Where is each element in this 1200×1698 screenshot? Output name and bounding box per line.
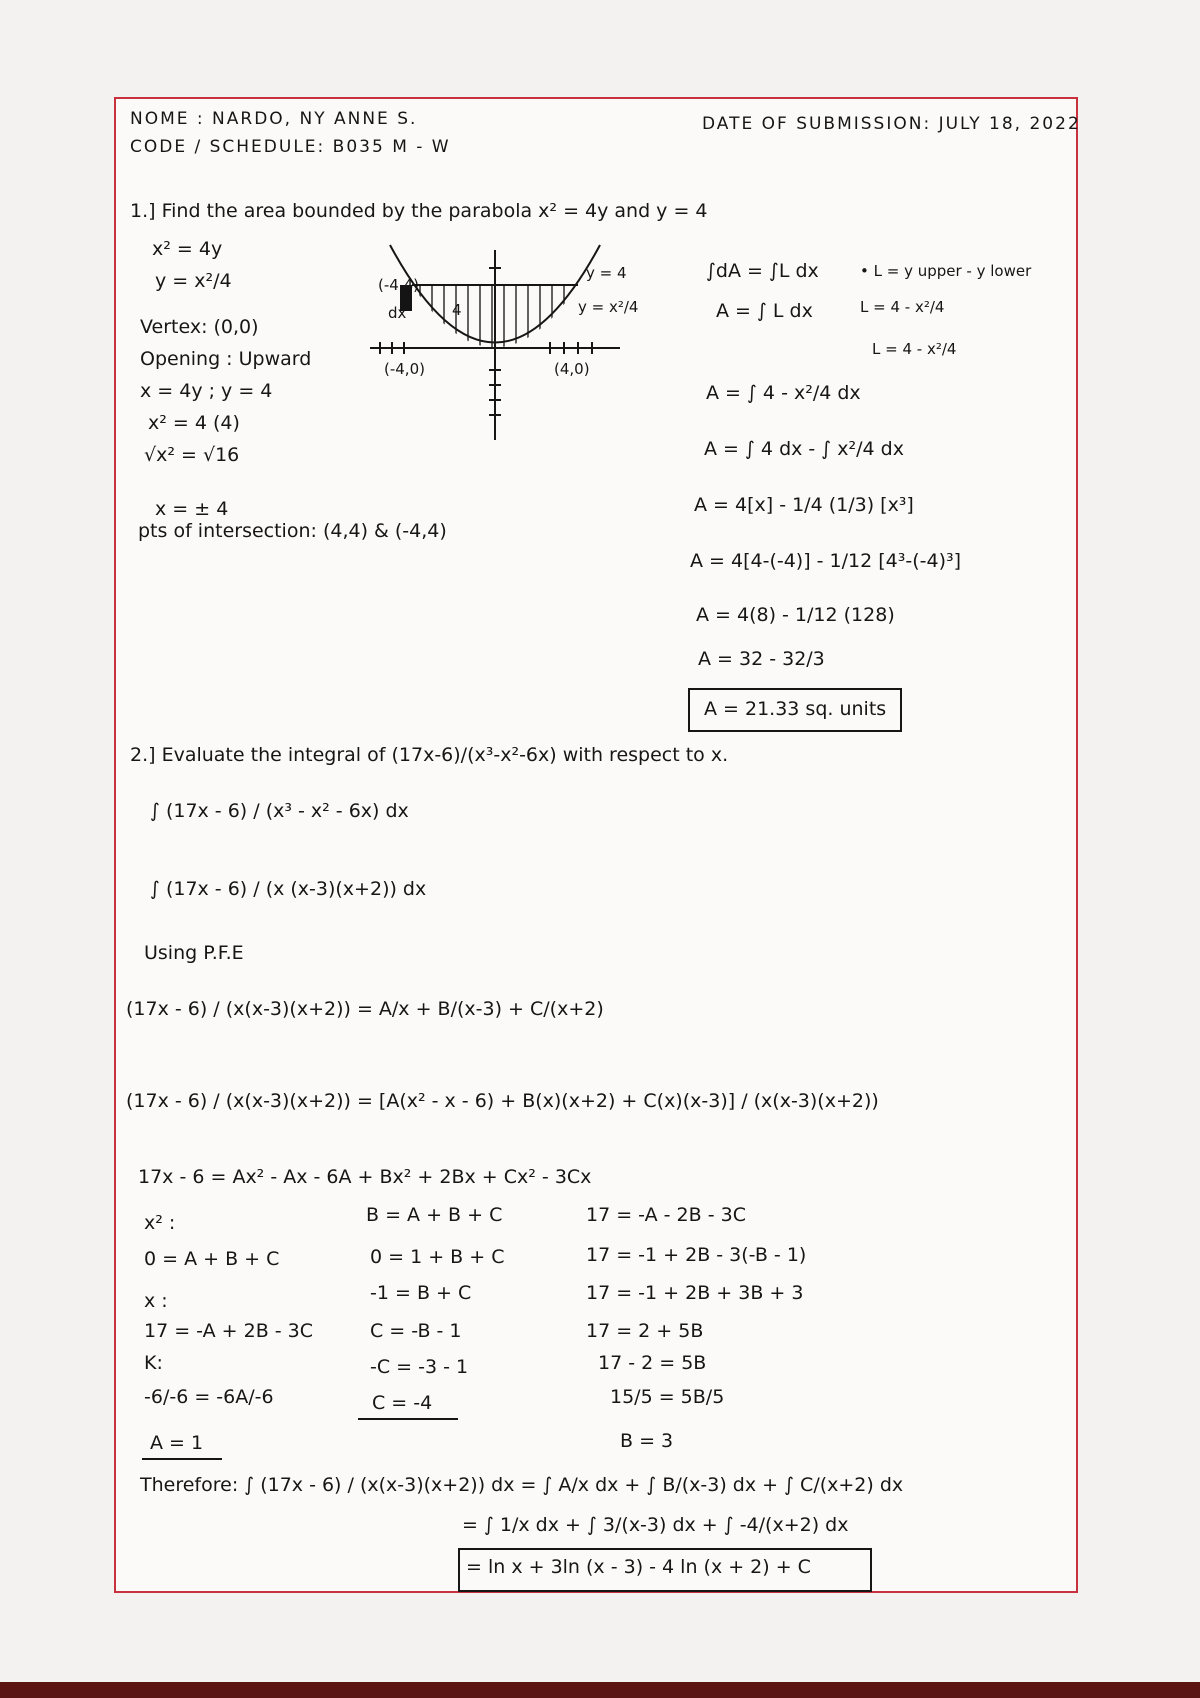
work-line: ∫dA = ∫L dx xyxy=(706,260,819,282)
coef-line: 17 = -1 + 2B - 3(-B - 1) xyxy=(586,1244,807,1266)
coef-line: 15/5 = 5B/5 xyxy=(610,1386,725,1408)
coef-line: 17 = -1 + 2B + 3B + 3 xyxy=(586,1282,804,1304)
work-line: A = 4[4-(-4)] - 1/12 [4³-(-4)³] xyxy=(690,550,962,572)
underline xyxy=(142,1458,222,1460)
work-line: A = 4(8) - 1/12 (128) xyxy=(696,604,895,626)
work-line: A = 32 - 32/3 xyxy=(698,648,825,670)
problem-2-prompt: 2.] Evaluate the integral of (17x-6)/(x³-x²-6x) with respect to x. xyxy=(130,744,729,766)
desk-edge xyxy=(0,1682,1200,1698)
coef-line: -6/-6 = -6A/-6 xyxy=(144,1386,274,1408)
submission-date: DATE OF SUBMISSION: JULY 18, 2022 xyxy=(702,114,1081,134)
coef-result-c: C = -4 xyxy=(372,1392,433,1414)
therefore-line: Therefore: ∫ (17x - 6) / (x(x-3)(x+2)) dx = ∫ A/x dx + ∫ B/(x-3) dx + ∫ C/(x+2) dx xyxy=(140,1474,904,1496)
graph-label: dx xyxy=(388,304,407,322)
coef-line: -1 = B + C xyxy=(370,1282,472,1304)
substitution-line: = ∫ 1/x dx + ∫ 3/(x-3) dx + ∫ -4/(x+2) dx xyxy=(462,1514,849,1536)
expansion: 17x - 6 = Ax² - Ax - 6A + Bx² + 2Bx + Cx² - 3Cx xyxy=(138,1166,592,1188)
student-name: NOME : NARDO, NY ANNE S. xyxy=(130,109,418,129)
coef-line: 17 = -A - 2B - 3C xyxy=(586,1204,746,1226)
note-line: L = 4 - x²/4 xyxy=(860,298,945,316)
answer-1: A = 21.33 sq. units xyxy=(704,698,887,720)
coef-line: x : xyxy=(144,1290,168,1312)
work-line: A = ∫ 4 dx - ∫ x²/4 dx xyxy=(704,438,904,460)
work-line: x = 4y ; y = 4 xyxy=(140,380,273,402)
work-line: A = 4[x] - 1/4 (1/3) [x³] xyxy=(694,494,914,516)
work-line: A = ∫ L dx xyxy=(716,300,813,322)
underline xyxy=(358,1418,458,1420)
pfe-equation: (17x - 6) / (x(x-3)(x+2)) = [A(x² - x - 6) + B(x)(x+2) + C(x)(x-3)] / (x(x-3)(x+2)) xyxy=(126,1090,879,1112)
coef-line: 17 = 2 + 5B xyxy=(586,1320,704,1342)
class-code: CODE / SCHEDULE: B035 M - W xyxy=(130,137,451,157)
coef-line: -C = -3 - 1 xyxy=(370,1356,469,1378)
using-pfe: Using P.F.E xyxy=(144,942,244,964)
coef-line: C = -B - 1 xyxy=(370,1320,462,1342)
coef-line: 17 = -A + 2B - 3C xyxy=(144,1320,314,1342)
integral-1: ∫ (17x - 6) / (x³ - x² - 6x) dx xyxy=(150,800,409,822)
coef-result-a: A = 1 xyxy=(150,1432,204,1454)
coef-line: 0 = A + B + C xyxy=(144,1248,280,1270)
graph-label: (-4,4) xyxy=(378,276,419,294)
integral-2: ∫ (17x - 6) / (x (x-3)(x+2)) dx xyxy=(150,878,427,900)
curve-label-parabola: y = x²/4 xyxy=(578,298,639,316)
work-line: x² = 4y xyxy=(152,238,223,260)
coef-line: K: xyxy=(144,1352,163,1374)
graph-label: 4 xyxy=(452,301,462,319)
graph-label: (-4,0) xyxy=(384,360,425,378)
work-line: y = x²/4 xyxy=(155,270,232,292)
pfe-setup: (17x - 6) / (x(x-3)(x+2)) = A/x + B/(x-3) + C/(x+2) xyxy=(126,998,604,1020)
graph-label: (4,0) xyxy=(554,360,590,378)
curve-label-line: y = 4 xyxy=(586,264,627,282)
problem-1-prompt: 1.] Find the area bounded by the parabola x² = 4y and y = 4 xyxy=(130,200,708,222)
coef-line: 0 = 1 + B + C xyxy=(370,1246,505,1268)
coef-line: x² : xyxy=(144,1212,176,1234)
work-line: x = ± 4 xyxy=(155,498,229,520)
answer-2: = ln x + 3ln (x - 3) - 4 ln (x + 2) + C xyxy=(466,1556,811,1578)
coef-line: 17 - 2 = 5B xyxy=(598,1352,707,1374)
coef-result-b: B = 3 xyxy=(620,1430,674,1452)
work-line: Opening : Upward xyxy=(140,348,312,370)
intersection-points: pts of intersection: (4,4) & (-4,4) xyxy=(138,520,447,542)
note-line: • L = y upper - y lower xyxy=(860,262,1032,280)
note-line: L = 4 - x²/4 xyxy=(872,340,957,358)
work-line: x² = 4 (4) xyxy=(148,412,240,434)
work-line: Vertex: (0,0) xyxy=(140,316,259,338)
coef-line: B = A + B + C xyxy=(366,1204,503,1226)
work-line: √x² = √16 xyxy=(144,444,240,466)
work-line: A = ∫ 4 - x²/4 dx xyxy=(706,382,861,404)
